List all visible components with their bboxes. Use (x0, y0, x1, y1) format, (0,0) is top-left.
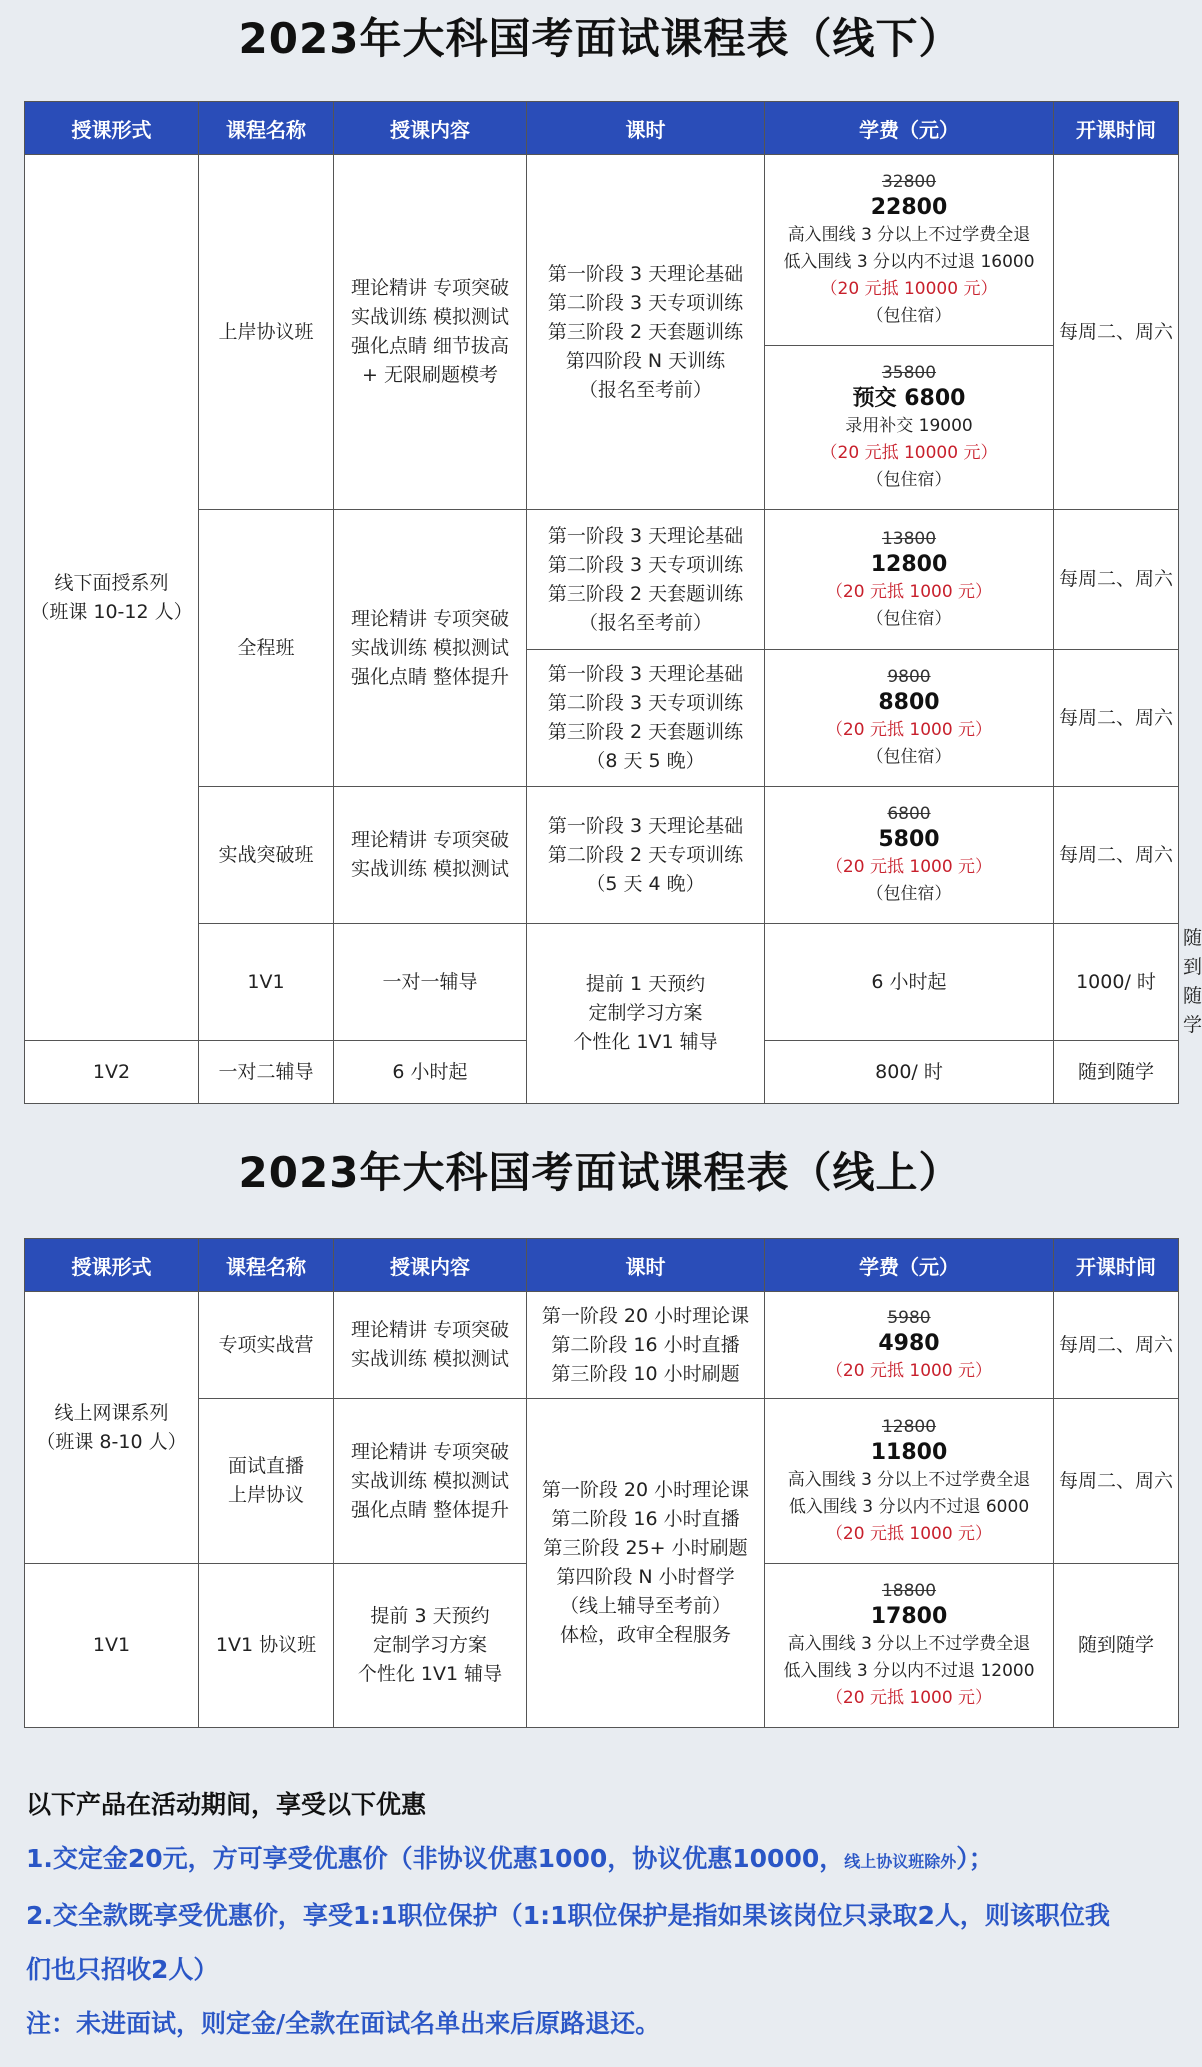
start-time-cell: 每周二、周六 (1054, 155, 1179, 510)
content-cell (527, 924, 765, 1104)
content-line: 实战训练 模拟测试 (350, 1469, 510, 1492)
content-line: 实战训练 模拟测试 (350, 306, 510, 328)
series-name: 线下面授系列 (54, 571, 169, 594)
hours-line: 第二阶段 2 天专项训练 (547, 843, 744, 866)
fee-cell (765, 510, 1054, 650)
hours-cell (527, 650, 765, 787)
header-form: 授课形式 (25, 102, 199, 155)
hours-line: 第四阶段 N 天训练 (565, 349, 726, 372)
content-line: 强化点睛 整体提升 (350, 1498, 510, 1521)
start-time-cell: 每周二、周六 (1054, 1399, 1179, 1564)
deposit-offer: （20 元抵 1000 元） (825, 857, 993, 877)
content-line: 理论精讲 专项突破 (350, 829, 510, 851)
series-cell (25, 1292, 199, 1564)
promo-item-1 (26, 1832, 1176, 1889)
course-name-cell: 实战突破班 (199, 787, 334, 924)
content-cell (334, 1292, 527, 1399)
content-line: 理论精讲 专项突破 (350, 1319, 510, 1341)
series-cell (25, 155, 199, 1041)
lodging-note: （包住宿） (866, 470, 952, 490)
fee-note: 低入围线 3 分以内不过退 6000 (788, 1496, 1030, 1517)
hours-line: （报名至考前） (578, 378, 712, 401)
series-size: （班课 10-12 人） (30, 600, 193, 623)
fee-cell (765, 346, 1054, 510)
fee-cell (765, 1564, 1054, 1728)
course-name-cell: 1V1 协议班 (199, 1564, 334, 1728)
header-start-time: 开课时间 (1054, 1239, 1179, 1292)
hours-line: 第一阶段 3 天理论基础 (547, 524, 744, 547)
hours-cell (527, 155, 765, 510)
content-line: 提前 3 天预约 (370, 1605, 490, 1627)
promo-item-2-cont: 们也只招收2人） (26, 1955, 219, 1984)
offline-schedule-table (24, 101, 1202, 1104)
online-header-row (25, 1239, 1179, 1292)
lodging-note: （包住宿） (866, 884, 952, 904)
content-line: 理论精讲 专项突破 (350, 1440, 510, 1463)
hours-line: （报名至考前） (578, 611, 712, 634)
table-row (25, 155, 1179, 346)
hours-line: 第一阶段 20 小时理论课 (541, 1479, 750, 1501)
hours-line: 第二阶段 3 天专项训练 (547, 553, 744, 576)
hours-line: 第三阶段 25+ 小时刷题 (543, 1537, 748, 1559)
fee-note: 低入围线 3 分以内不过退 16000 (783, 252, 1035, 272)
promo-item-2: 2.交全款既享受优惠价，享受1:1职位保护（1:1职位保护是指如果该岗位只录取2人，则该职位我 (26, 1901, 1110, 1930)
fee-cell (765, 1399, 1054, 1564)
header-start-time: 开课时间 (1054, 102, 1179, 155)
content-cell (334, 1399, 527, 1564)
original-price: 35800 (881, 363, 937, 383)
original-price: 5980 (887, 1307, 931, 1328)
hours-line: 第一阶段 3 天理论基础 (547, 663, 744, 685)
lodging-note: （包住宿） (866, 306, 952, 326)
content-line: 理论精讲 专项突破 (350, 607, 510, 630)
hours-cell: 6 小时起 (334, 1041, 527, 1104)
header-fee: 学费（元） (765, 1239, 1054, 1292)
content-line: 强化点睛 细节拔高 (350, 335, 510, 357)
course-name-cell: 专项实战营 (199, 1292, 334, 1399)
original-price: 6800 (887, 804, 931, 824)
current-price: 17800 (870, 1604, 948, 1629)
content-cell (334, 510, 527, 787)
header-content: 授课内容 (334, 102, 527, 155)
fee-cell (765, 1292, 1054, 1399)
hours-line: 第二阶段 3 天专项训练 (547, 692, 744, 714)
hours-line: （线上辅导至考前） (559, 1595, 731, 1617)
course-name-line: 面试直播 (227, 1455, 304, 1477)
current-price: 8800 (878, 690, 940, 715)
content-line: 实战训练 模拟测试 (350, 858, 510, 880)
original-price: 9800 (887, 667, 931, 687)
course-name-cell (199, 1399, 334, 1564)
start-time-cell: 随到随学 (1054, 1041, 1179, 1104)
fee-cell: 800/ 时 (765, 1041, 1054, 1104)
table-row (25, 1292, 1179, 1399)
course-name-cell: 一对一辅导 (334, 924, 527, 1041)
deposit-offer: （20 元抵 10000 元） (820, 443, 998, 463)
hours-cell: 6 小时起 (765, 924, 1054, 1041)
table-row (25, 510, 1179, 650)
current-price: 预交 6800 (852, 386, 966, 411)
course-name-cell: 全程班 (199, 510, 334, 787)
form-cell: 1V1 (199, 924, 334, 1041)
deposit-offer: （20 元抵 1000 元） (825, 1523, 993, 1544)
hours-line: 第一阶段 3 天理论基础 (547, 814, 744, 837)
deposit-offer: （20 元抵 1000 元） (825, 1360, 993, 1381)
header-form: 授课形式 (25, 1239, 199, 1292)
table-row: 1V1 一对一辅导 提前 1 天预约 定制学习方案 个性化 1V1 辅导 6 小时起 1000/ 时 随到随学 (25, 924, 1179, 1041)
original-price: 18800 (881, 1581, 937, 1601)
content-line: 实战训练 模拟测试 (350, 636, 510, 659)
header-course-name: 课程名称 (199, 1239, 334, 1292)
fee-note: 低入围线 3 分以内不过退 12000 (783, 1661, 1035, 1681)
content-line: 强化点睛 整体提升 (350, 665, 510, 688)
fee-note: 高入围线 3 分以上不过学费全退 (787, 1469, 1031, 1490)
hours-cell (527, 1399, 765, 1728)
promo-heading: 以下产品在活动期间，享受以下优惠 (26, 1790, 427, 1819)
current-price: 4980 (878, 1330, 940, 1356)
promo-note: 注：未进面试，则定金/全款在面试名单出来后原路退还。 (26, 2009, 661, 2038)
current-price: 12800 (870, 551, 948, 577)
hours-line: 第一阶段 3 天理论基础 (547, 262, 744, 285)
current-price: 11800 (870, 1439, 948, 1465)
hours-line: 第二阶段 16 小时直播 (551, 1333, 740, 1356)
course-name-line: 上岸协议 (227, 1484, 304, 1506)
content-cell (334, 155, 527, 510)
current-price: 22800 (870, 195, 948, 220)
content-line: 提前 1 天预约 (585, 973, 706, 995)
deposit-offer: （20 元抵 1000 元） (825, 720, 993, 740)
content-line: 个性化 1V1 辅导 (357, 1663, 503, 1685)
hours-cell (527, 510, 765, 650)
promo-item-1-text: 1.交定金20元，方可享受优惠价（非协议优惠1000，协议优惠10000， (26, 1844, 845, 1873)
promo-section (26, 1778, 1176, 2051)
deposit-offer: （20 元抵 1000 元） (825, 581, 993, 602)
header-hours: 课时 (527, 1239, 765, 1292)
deposit-offer: （20 元抵 10000 元） (820, 279, 998, 299)
content-line: 实战训练 模拟测试 (350, 1348, 510, 1370)
hours-line: 第二阶段 16 小时直播 (551, 1508, 740, 1530)
hours-line: 第一阶段 20 小时理论课 (541, 1304, 750, 1327)
header-fee: 学费（元） (765, 102, 1054, 155)
lodging-note: （包住宿） (866, 608, 952, 629)
hours-line: （8 天 5 晚） (586, 750, 705, 772)
promo-item-1-exception: 线上协议班除外 (844, 1852, 957, 1871)
header-content: 授课内容 (334, 1239, 527, 1292)
content-cell (334, 787, 527, 924)
online-schedule-table (24, 1238, 1179, 1728)
start-time-cell: 每周二、周六 (1054, 1292, 1179, 1399)
table-row (25, 1399, 1179, 1564)
course-name-cell: 上岸协议班 (199, 155, 334, 510)
lodging-note: （包住宿） (866, 747, 952, 767)
table-row (25, 787, 1179, 924)
hours-line: 第三阶段 2 天套题训练 (547, 582, 744, 605)
fee-cell (765, 787, 1054, 924)
content-line: 定制学习方案 (588, 1002, 703, 1024)
content-line: 个性化 1V1 辅导 (573, 1031, 718, 1053)
fee-note: 高入围线 3 分以上不过学费全退 (787, 1634, 1031, 1654)
start-time-cell: 随到随学 (1054, 1564, 1179, 1728)
hours-cell (527, 787, 765, 924)
hours-line: 第四阶段 N 小时督学 (556, 1566, 735, 1588)
course-name-cell: 一对二辅导 (199, 1041, 334, 1104)
online-title: 2023年大科国考面试课程表（线上） (238, 1148, 962, 1197)
form-cell: 1V2 (25, 1041, 199, 1104)
fee-cell (765, 650, 1054, 787)
content-line: 理论精讲 专项突破 (350, 277, 510, 299)
form-cell: 1V1 (25, 1564, 199, 1728)
original-price: 12800 (881, 1416, 937, 1437)
original-price: 32800 (881, 172, 937, 192)
start-time-cell: 每周二、周六 (1054, 650, 1179, 787)
start-time-cell: 每周二、周六 (1054, 787, 1179, 924)
series-name: 线上网课系列 (54, 1401, 169, 1424)
content-line: 定制学习方案 (372, 1634, 487, 1656)
hours-line: 第三阶段 2 天套题训练 (547, 721, 744, 743)
hours-line: 第三阶段 2 天套题训练 (547, 320, 744, 343)
hours-cell (527, 1292, 765, 1399)
hours-line: （5 天 4 晚） (586, 872, 705, 895)
start-time-cell: 每周二、周六 (1054, 510, 1179, 650)
fee-note: 录用补交 19000 (845, 416, 973, 436)
series-size: （班课 8-10 人） (36, 1430, 187, 1453)
deposit-offer: （20 元抵 1000 元） (825, 1688, 993, 1708)
hours-line: 第二阶段 3 天专项训练 (547, 291, 744, 314)
offline-title: 2023年大科国考面试课程表（线下） (238, 14, 962, 63)
header-hours: 课时 (527, 102, 765, 155)
fee-note: 高入围线 3 分以上不过学费全退 (787, 225, 1031, 245)
fee-cell: 1000/ 时 (1054, 924, 1179, 1041)
original-price: 13800 (881, 528, 937, 549)
header-course-name: 课程名称 (199, 102, 334, 155)
offline-header-row (25, 102, 1179, 155)
hours-line: 体检，政审全程服务 (559, 1624, 731, 1646)
content-line: + 无限刷题模考 (362, 364, 498, 386)
current-price: 5800 (878, 827, 940, 852)
fee-cell (765, 155, 1054, 346)
promo-item-1-end: ）； (956, 1844, 994, 1873)
hours-line: 第三阶段 10 小时刷题 (551, 1362, 740, 1385)
content-cell (334, 1564, 527, 1728)
